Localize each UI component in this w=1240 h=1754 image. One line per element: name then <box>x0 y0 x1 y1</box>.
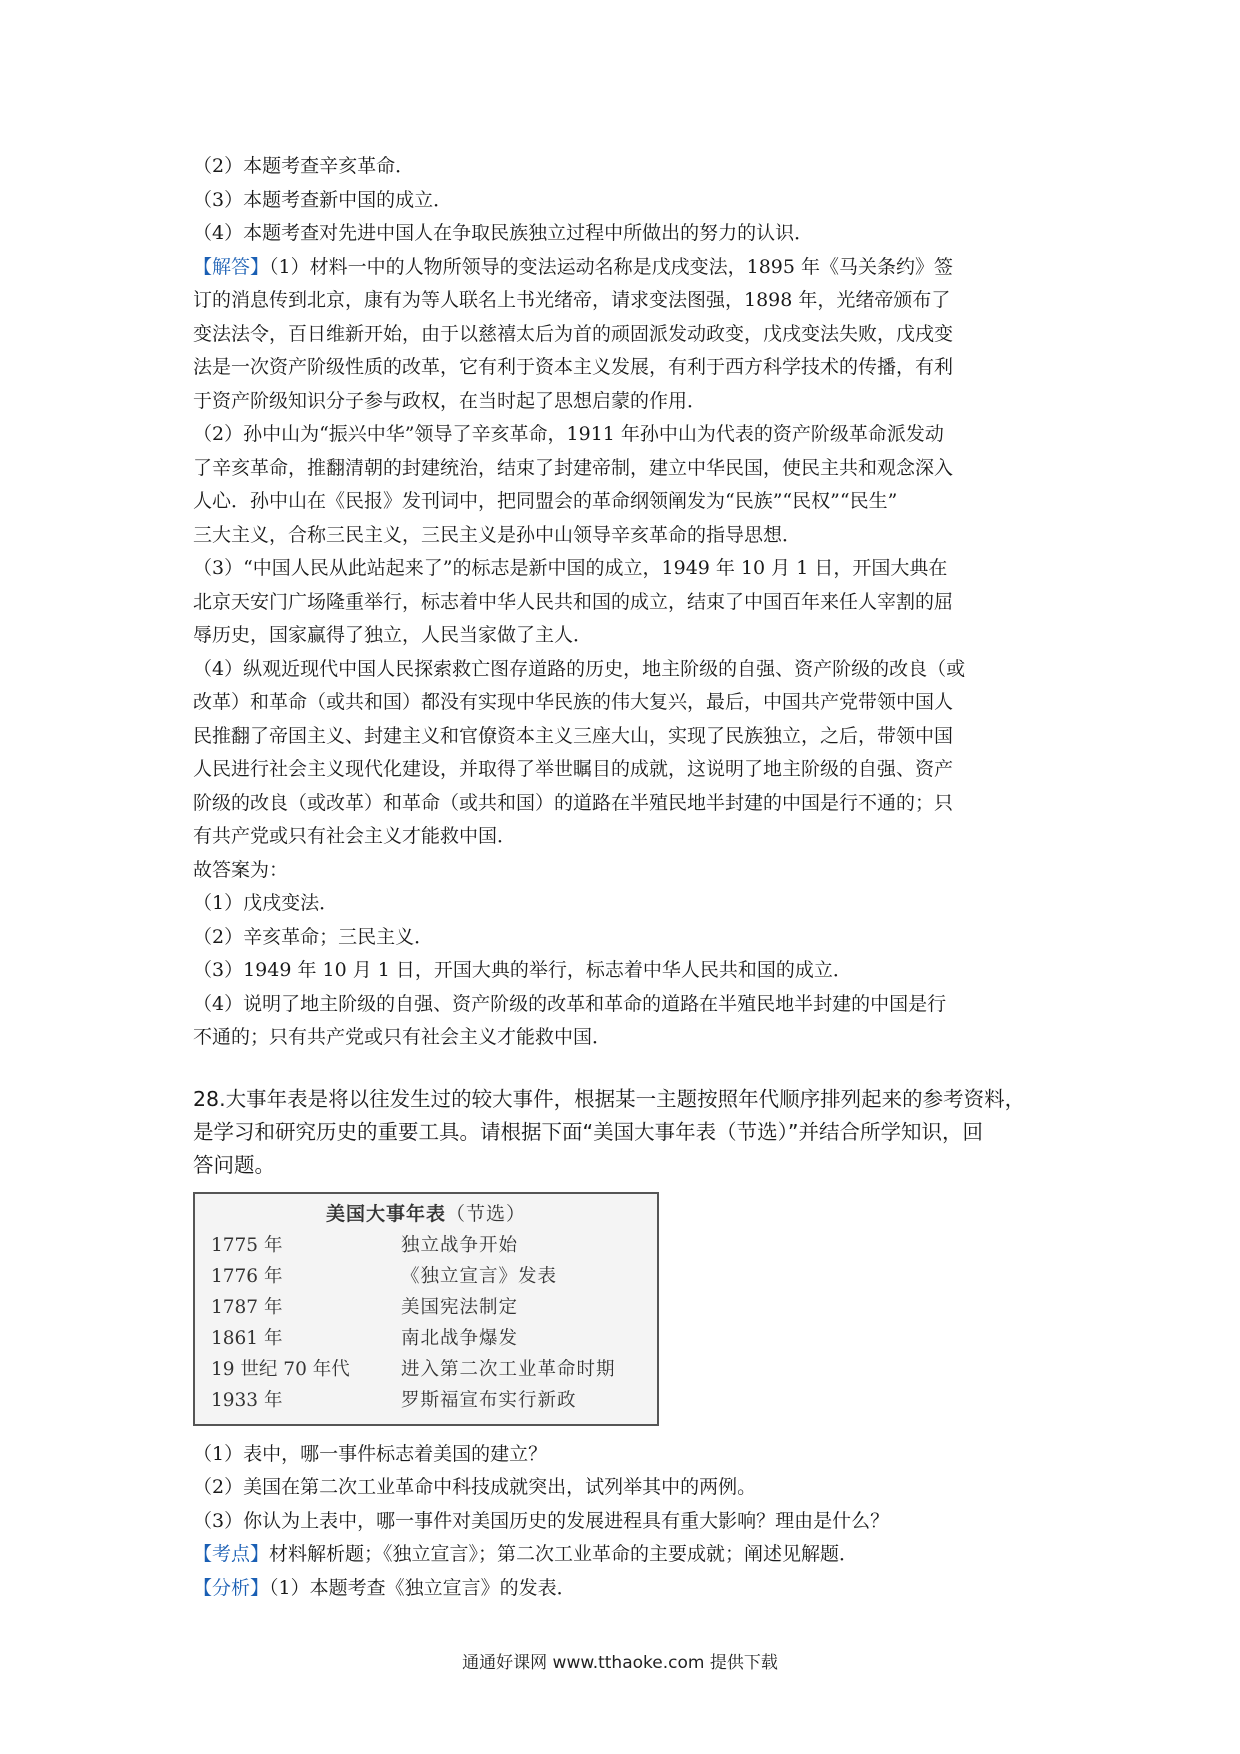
analysis-line: （3）本题考查新中国的成立． <box>193 188 453 211</box>
answer-line: （2）辛亥革命；三民主义． <box>193 925 434 948</box>
timeline-row <box>195 1323 657 1354</box>
document-body <box>193 150 1061 1605</box>
answer-text: （1）材料一中的人物所领导的变法运动名称是戊戌变法，1895 年《马关条约》签 <box>269 255 953 278</box>
answer-line: 了辛亥革命，推翻清朝的封建统治，结束了封建帝制，建立中华民国，使民主共和观念深入 <box>193 456 954 479</box>
timeline-year: 1861 年 <box>211 1327 283 1349</box>
answer-line: 订的消息传到北京，康有为等人联名上书光绪帝，请求变法图强，1898 年，光绪帝颁布了 <box>193 289 951 311</box>
answer-line: 有共产党或只有社会主义才能救中国． <box>193 825 517 847</box>
question-line: 答问题。 <box>193 1152 275 1177</box>
timeline-year: 1933 年 <box>211 1389 283 1411</box>
answer-line: 人心．孙中山在《民报》发刊词中，把同盟会的革命纲领阐发为“民族”“民权”“民生” <box>193 490 898 512</box>
timeline-table <box>193 1192 659 1426</box>
timeline-year: 1787 年 <box>211 1296 283 1318</box>
sub-question: （1）表中，哪一事件标志着美国的建立？ <box>193 1442 548 1465</box>
answer-line: （4）说明了地主阶级的自强、资产阶级的改革和革命的道路在半殖民地半封建的中国是行 <box>193 992 947 1015</box>
answer-line: 人民进行社会主义现代化建设，并取得了举世瞩目的成就，这说明了地主阶级的自强、资产 <box>193 758 954 780</box>
timeline-event: 独立战争开始 <box>401 1234 519 1256</box>
timeline-event: 南北战争爆发 <box>401 1327 519 1349</box>
sub-question: （2）美国在第二次工业革命中科技成就突出，试列举其中的两例。 <box>193 1476 757 1498</box>
kaodian-tag: 【考点】 <box>193 1543 270 1565</box>
answer-line: 三大主义，合称三民主义，三民主义是孙中山领导辛亥革命的指导思想． <box>193 523 802 546</box>
answer-line: （3）“中国人民从此站起来了”的标志是新中国的成立，1949 年 10 月 1 日，开国大典在 <box>193 557 948 579</box>
timeline-row <box>195 1354 657 1385</box>
timeline-year: 19 世纪 70 年代 <box>211 1358 350 1380</box>
answer-line: 阶级的改良（或改革）和革命（或共和国）的道路在半殖民地半封建的中国是行不通的；只 <box>193 791 954 814</box>
timeline-event: 罗斯福宣布实行新政 <box>401 1389 577 1411</box>
answer-line: 于资产阶级知识分子参与政权，在当时起了思想启蒙的作用． <box>193 389 707 412</box>
answer-line: 改革）和革命（或共和国）都没有实现中华民族的伟大复兴，最后，中国共产党带领中国人 <box>193 691 954 713</box>
answer-tag: 【解答】 <box>193 255 270 278</box>
analysis-line: （4）本题考查对先进中国人在争取民族独立过程中所做出的努力的认识． <box>193 222 814 244</box>
kaodian-line <box>193 1538 1061 1572</box>
answer-line: （4）纵观近现代中国人民探索救亡图存道路的历史，地主阶级的自强、资产阶级的改良（或 <box>193 657 966 680</box>
answer-line: 北京天安门广场隆重举行，标志着中华人民共和国的成立，结束了中国百年来任人宰割的屈 <box>193 590 954 613</box>
answer-line: 法是一次资产阶级性质的改革，它有利于资本主义发展，有利于西方科学技术的传播，有利 <box>193 356 954 378</box>
timeline-row <box>195 1292 657 1323</box>
answer-line: 变法法令，百日维新开始，由于以慈禧太后为首的顽固派发动政变，戊戌变法失败，戊戌变 <box>193 322 954 345</box>
answer-line: （3）1949 年 10 月 1 日，开国大典的举行，标志着中华人民共和国的成立． <box>193 959 852 981</box>
kaodian-text: 材料解析题；《独立宣言》；第二次工业革命的主要成就；阐述见解题． <box>269 1543 859 1565</box>
answer-line: 民推翻了帝国主义、封建主义和官僚资本主义三座大山，实现了民族独立，之后，带领中国 <box>193 724 954 747</box>
answer-line: 辱历史，国家赢得了独立，人民当家做了主人． <box>193 624 593 646</box>
timeline-row <box>195 1385 657 1416</box>
timeline-event: 进入第二次工业革命时期 <box>401 1358 616 1380</box>
analysis-line: （2）本题考查辛亥革命． <box>193 155 415 177</box>
answer-line: 不通的；只有共产党或只有社会主义才能救中国． <box>193 1026 612 1048</box>
timeline-row <box>195 1230 657 1261</box>
answer-line: 故答案为： <box>193 858 289 881</box>
page-footer: 通通好课网 www.tthaoke.com 提供下载 <box>462 1653 778 1673</box>
timeline-year: 1776 年 <box>211 1265 283 1287</box>
answer-line <box>193 251 1061 285</box>
timeline-event: 美国宪法制定 <box>401 1296 519 1318</box>
fenxi-text: （1）本题考查《独立宣言》的发表． <box>269 1576 576 1599</box>
fenxi-tag: 【分析】 <box>193 1576 270 1599</box>
question-line: 是学习和研究历史的重要工具。请根据下面“美国大事年表（节选）”并结合所学知识，回 <box>193 1119 983 1144</box>
question-line: 28.大事年表是将以往发生过的较大事件，根据某一主题按照年代顺序排列起来的参考资料， <box>193 1086 1026 1111</box>
section-gap <box>193 1055 1061 1083</box>
timeline-table-title: 美国大事年表（节选） <box>325 1202 527 1225</box>
timeline-year: 1775 年 <box>211 1234 283 1256</box>
timeline-event: 《独立宣言》发表 <box>401 1265 558 1287</box>
answer-line: （1）戊戌变法． <box>193 892 339 914</box>
answer-line: （2）孙中山为“振兴中华”领导了辛亥革命，1911 年孙中山为代表的资产阶级革命派发动 <box>193 423 944 445</box>
sub-question: （3）你认为上表中，哪一事件对美国历史的发展进程具有重大影响？理由是什么？ <box>193 1509 890 1532</box>
timeline-row <box>195 1261 657 1292</box>
fenxi-line <box>193 1572 1061 1606</box>
